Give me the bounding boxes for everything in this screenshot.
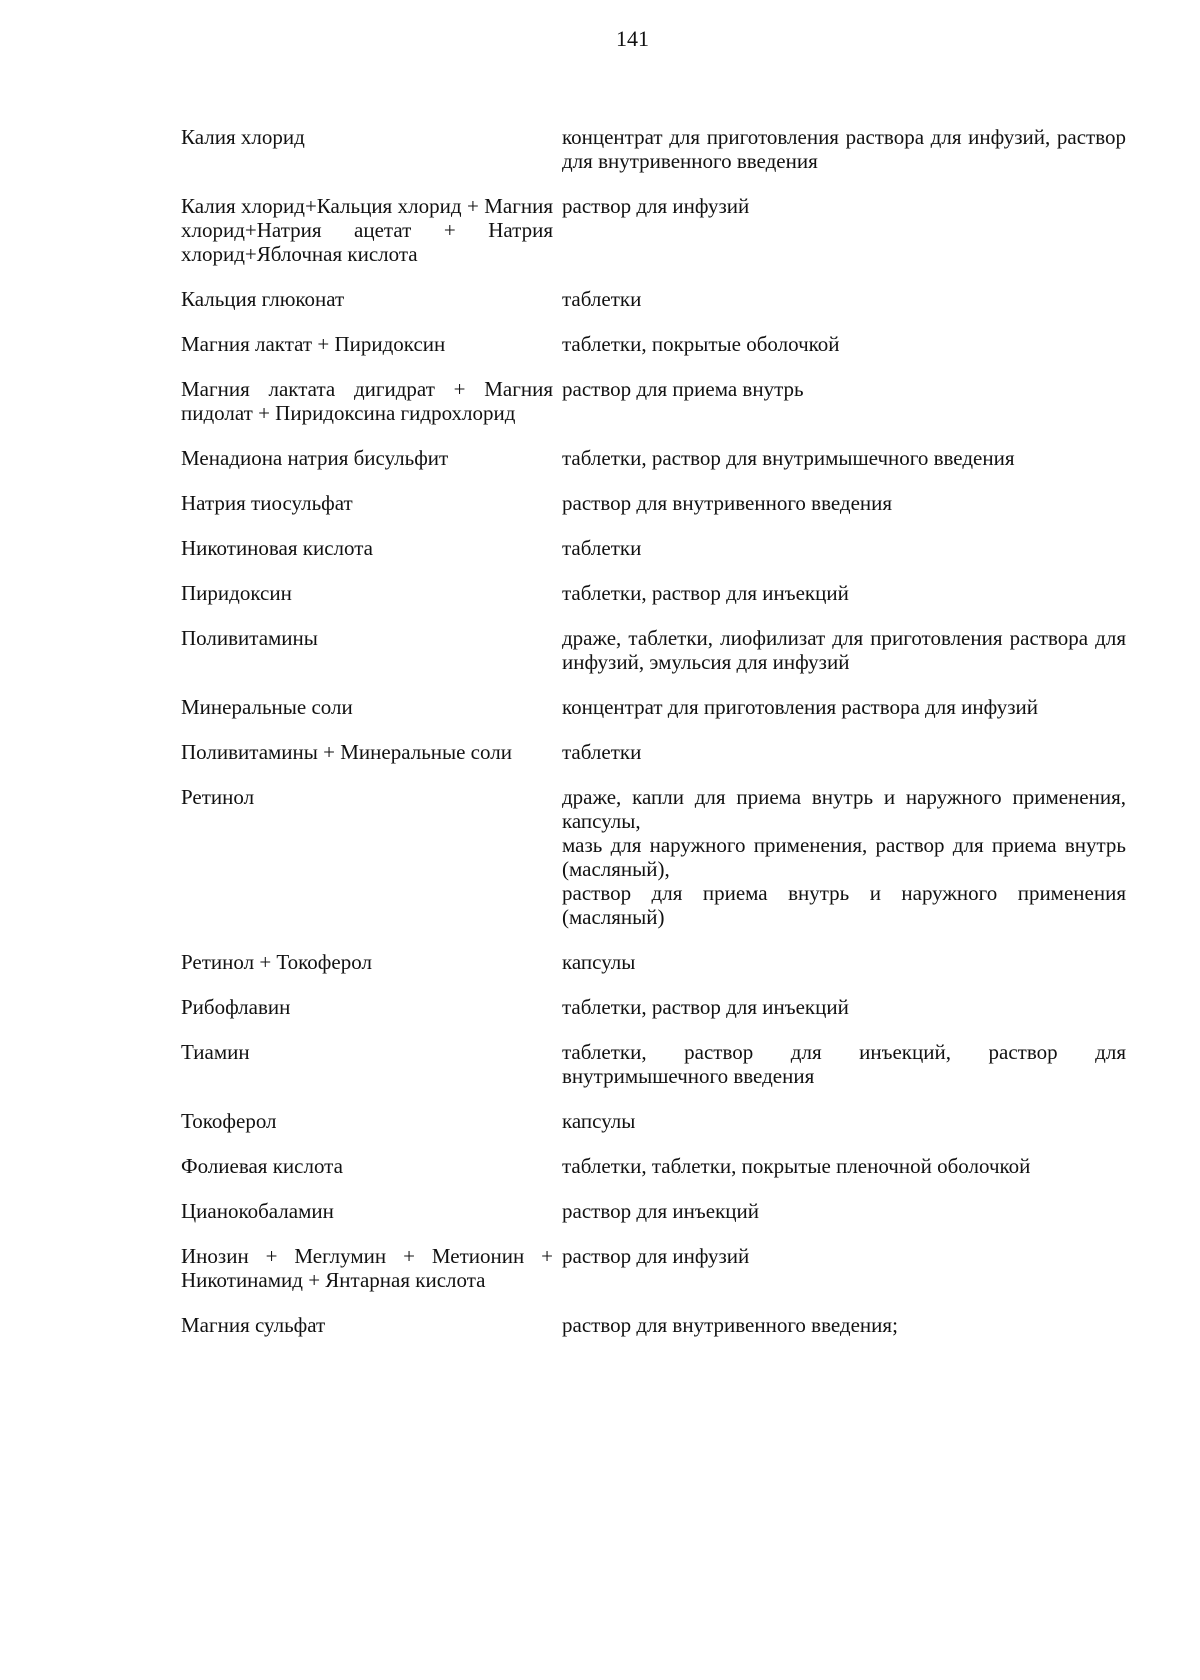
dosage-form	[553, 995, 1126, 1019]
dosage-form-line: драже, капли для приема внутрь и наружного применения, капсулы,	[562, 785, 1126, 833]
drug-row	[181, 332, 1126, 356]
drug-row	[181, 1199, 1126, 1223]
drug-row	[181, 740, 1126, 764]
drug-name: Токоферол	[181, 1109, 277, 1133]
dosage-form-line: капсулы	[562, 950, 636, 974]
dosage-form-line: концентрат для приготовления раствора для инфузий, раствор для внутривенного введения	[562, 125, 1126, 173]
drug-name: Никотиновая кислота	[181, 536, 374, 560]
drug-name: Минеральные соли	[181, 695, 353, 719]
dosage-form	[553, 446, 1126, 470]
dosage-form-line: концентрат для приготовления раствора для инфузий	[562, 695, 1038, 719]
drug-row	[181, 995, 1126, 1019]
dosage-form-line: таблетки, раствор для инъекций, раствор для внутримышечного введения	[562, 1040, 1126, 1088]
drug-name: Калия хлорид+Кальция хлорид + Магния хлорид+Натрия ацетат + Натрия хлорид+Яблочная кислота	[181, 194, 553, 266]
dosage-form	[553, 1313, 1126, 1337]
dosage-form-line: таблетки, раствор для внутримышечного введения	[562, 446, 1015, 470]
dosage-form	[553, 626, 1126, 674]
dosage-form	[553, 1244, 1126, 1268]
dosage-form-line: раствор для приема внутрь	[562, 377, 804, 401]
drug-name: Калия хлорид	[181, 125, 305, 149]
drug-row	[181, 581, 1126, 605]
drug-row	[181, 125, 1126, 173]
dosage-form	[553, 785, 1126, 929]
drug-row	[181, 194, 1126, 266]
drug-name: Фолиевая кислота	[181, 1154, 343, 1178]
dosage-form	[553, 1154, 1126, 1178]
dosage-form	[553, 491, 1126, 515]
dosage-form-line: раствор для приема внутрь и наружного применения (масляный)	[562, 881, 1126, 929]
drug-name: Магния лактата дигидрат + Магния пидолат + Пиридоксина гидрохлорид	[181, 377, 553, 425]
dosage-form-line: раствор для инфузий	[562, 1244, 750, 1268]
dosage-form	[553, 1040, 1126, 1088]
dosage-form	[553, 1199, 1126, 1223]
dosage-form	[553, 695, 1126, 719]
dosage-form	[553, 332, 1126, 356]
drug-name: Кальция глюконат	[181, 287, 345, 311]
drug-name: Цианокобаламин	[181, 1199, 334, 1223]
drug-name: Пиридоксин	[181, 581, 292, 605]
dosage-form	[553, 740, 1126, 764]
dosage-form-line: таблетки, раствор для инъекций	[562, 581, 849, 605]
drug-name: Магния сульфат	[181, 1313, 326, 1337]
dosage-form	[553, 194, 1126, 218]
drug-row	[181, 287, 1126, 311]
drug-row	[181, 377, 1126, 425]
drug-name: Поливитамины + Минеральные соли	[181, 740, 512, 764]
drug-name: Менадиона натрия бисульфит	[181, 446, 449, 470]
dosage-form	[553, 950, 1126, 974]
dosage-form-line: капсулы	[562, 1109, 636, 1133]
drug-row	[181, 446, 1126, 470]
drug-name: Ретинол + Токоферол	[181, 950, 372, 974]
drug-row	[181, 695, 1126, 719]
dosage-form-line: мазь для наружного применения, раствор для приема внутрь (масляный),	[562, 833, 1126, 881]
drug-name: Магния лактат + Пиридоксин	[181, 332, 446, 356]
dosage-form-line: раствор для внутривенного введения;	[562, 1313, 898, 1337]
drug-row	[181, 1040, 1126, 1088]
dosage-form	[553, 581, 1126, 605]
dosage-form	[553, 536, 1126, 560]
drug-row	[181, 536, 1126, 560]
drug-row	[181, 1109, 1126, 1133]
drug-name: Ретинол	[181, 785, 255, 809]
dosage-form-line: раствор для внутривенного введения	[562, 491, 893, 515]
drug-list	[181, 125, 1126, 1358]
drug-row	[181, 785, 1126, 929]
dosage-form	[553, 287, 1126, 311]
drug-row	[181, 491, 1126, 515]
dosage-form-line: драже, таблетки, лиофилизат для приготовления раствора для инфузий, эмульсия для инфузий	[562, 626, 1126, 674]
dosage-form	[553, 1109, 1126, 1133]
drug-name: Инозин + Меглумин + Метионин + Никотинамид + Янтарная кислота	[181, 1244, 553, 1292]
dosage-form-line: таблетки, раствор для инъекций	[562, 995, 849, 1019]
dosage-form-line: таблетки, таблетки, покрытые пленочной оболочкой	[562, 1154, 1031, 1178]
dosage-form-line: раствор для инфузий	[562, 194, 750, 218]
dosage-form-line: раствор для инъекций	[562, 1199, 759, 1223]
dosage-form-line: таблетки, покрытые оболочкой	[562, 332, 840, 356]
dosage-form-line: таблетки	[562, 287, 642, 311]
dosage-form	[553, 125, 1126, 173]
page-number: 141	[616, 26, 649, 51]
drug-name: Тиамин	[181, 1040, 250, 1064]
drug-row	[181, 1313, 1126, 1337]
drug-row	[181, 950, 1126, 974]
drug-name: Поливитамины	[181, 626, 318, 650]
dosage-form-line: таблетки	[562, 536, 642, 560]
dosage-form	[553, 377, 1126, 401]
drug-row	[181, 1244, 1126, 1292]
drug-name: Рибофлавин	[181, 995, 291, 1019]
dosage-form-line: таблетки	[562, 740, 642, 764]
drug-row	[181, 1154, 1126, 1178]
drug-name: Натрия тиосульфат	[181, 491, 353, 515]
drug-row	[181, 626, 1126, 674]
